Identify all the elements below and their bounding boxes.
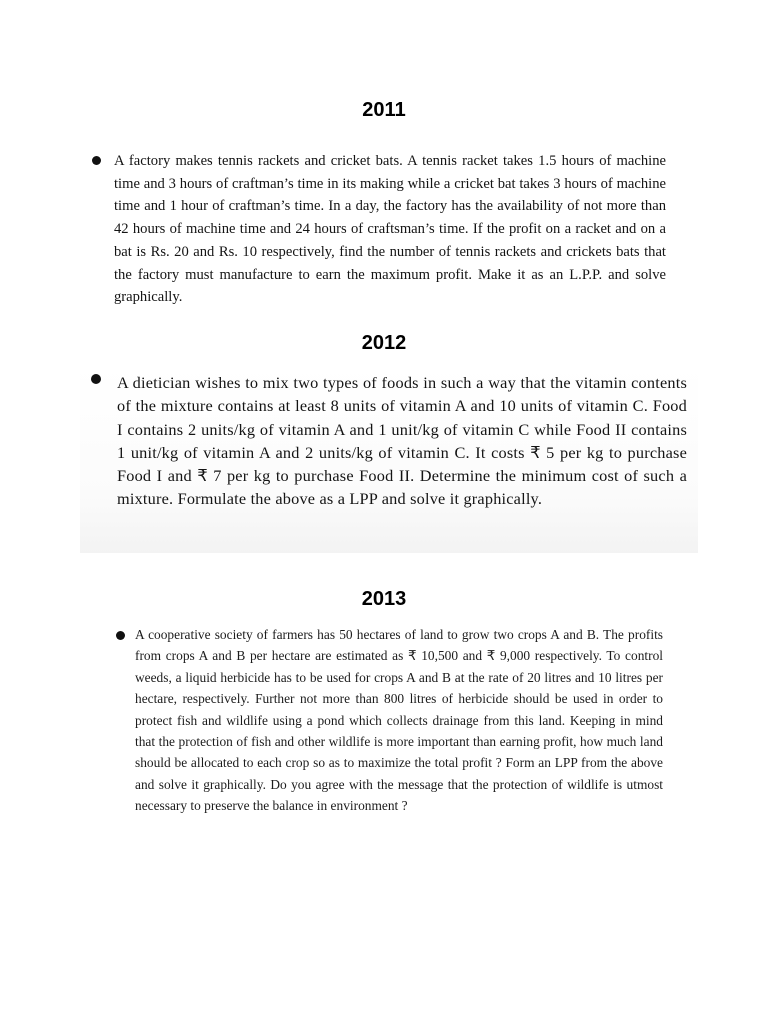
bullet-icon	[116, 631, 125, 640]
question-text: A factory makes tennis rackets and cricket bats. A tennis racket takes 1.5 hours of machine time and 3 hours of craftman’s time in its making while a cricket bat takes 3 hours of machine time and 1 hour of craftman’s time. In a day, the factory has the availability of not more than 42 hours of machine time and 24 hours of craftsman’s time. If the profit on a racket and on a bat is Rs. 20 and Rs. 10 respectively, find the number of tennis rackets and crickets bats that the factory must manufacture to earn the maximum profit. Make it as an L.P.P. and solve graphically.	[114, 153, 666, 306]
question-text: A cooperative society of farmers has 50 hectares of land to grow two crops A and B. The profits from crops A and B per hectare are estimated as ₹ 10,500 and ₹ 9,000 respectively. To control weeds, a liquid herbicide has to be used for crops A and B at the rate of 20 litres and 10 litres per hectare, respectively. Further not more than 800 litres of herbicide should be used in order to protect fish and wildlife using a pond which collects drainage from this land. Keeping in mind that the protection of fish and other wildlife is more important than earning profit, how much land should be allocated to each crop so as to maximize the total profit ? Form an LPP from the above and solve it graphically. Do you agree with the message that the protection of wildlife is utmost necessary to preserve the balance in environment ?	[135, 627, 663, 814]
year-heading-2012: 2012	[361, 332, 407, 354]
year-heading-2013: 2013	[361, 588, 407, 610]
bullet-icon	[91, 374, 101, 384]
year-heading-2011: 2011	[362, 99, 406, 121]
bullet-icon	[92, 156, 101, 165]
question-text: A dietician wishes to mix two types of foods in such a way that the vitamin contents of the mixture contains at least 8 units of vitamin A and 10 units of vitamin C. Food I contains 2 units/kg of vitamin A and 1 unit/kg of vitamin C while Food II contains 1 unit/kg of vitamin A and 2 units/kg of vitamin C. It costs ₹ 5 per kg to purchase Food I and ₹ 7 per kg to purchase Food II. Determine the minimum cost of such a mixture. Formulate the above as a LPP and solve it graphically.	[117, 373, 687, 509]
